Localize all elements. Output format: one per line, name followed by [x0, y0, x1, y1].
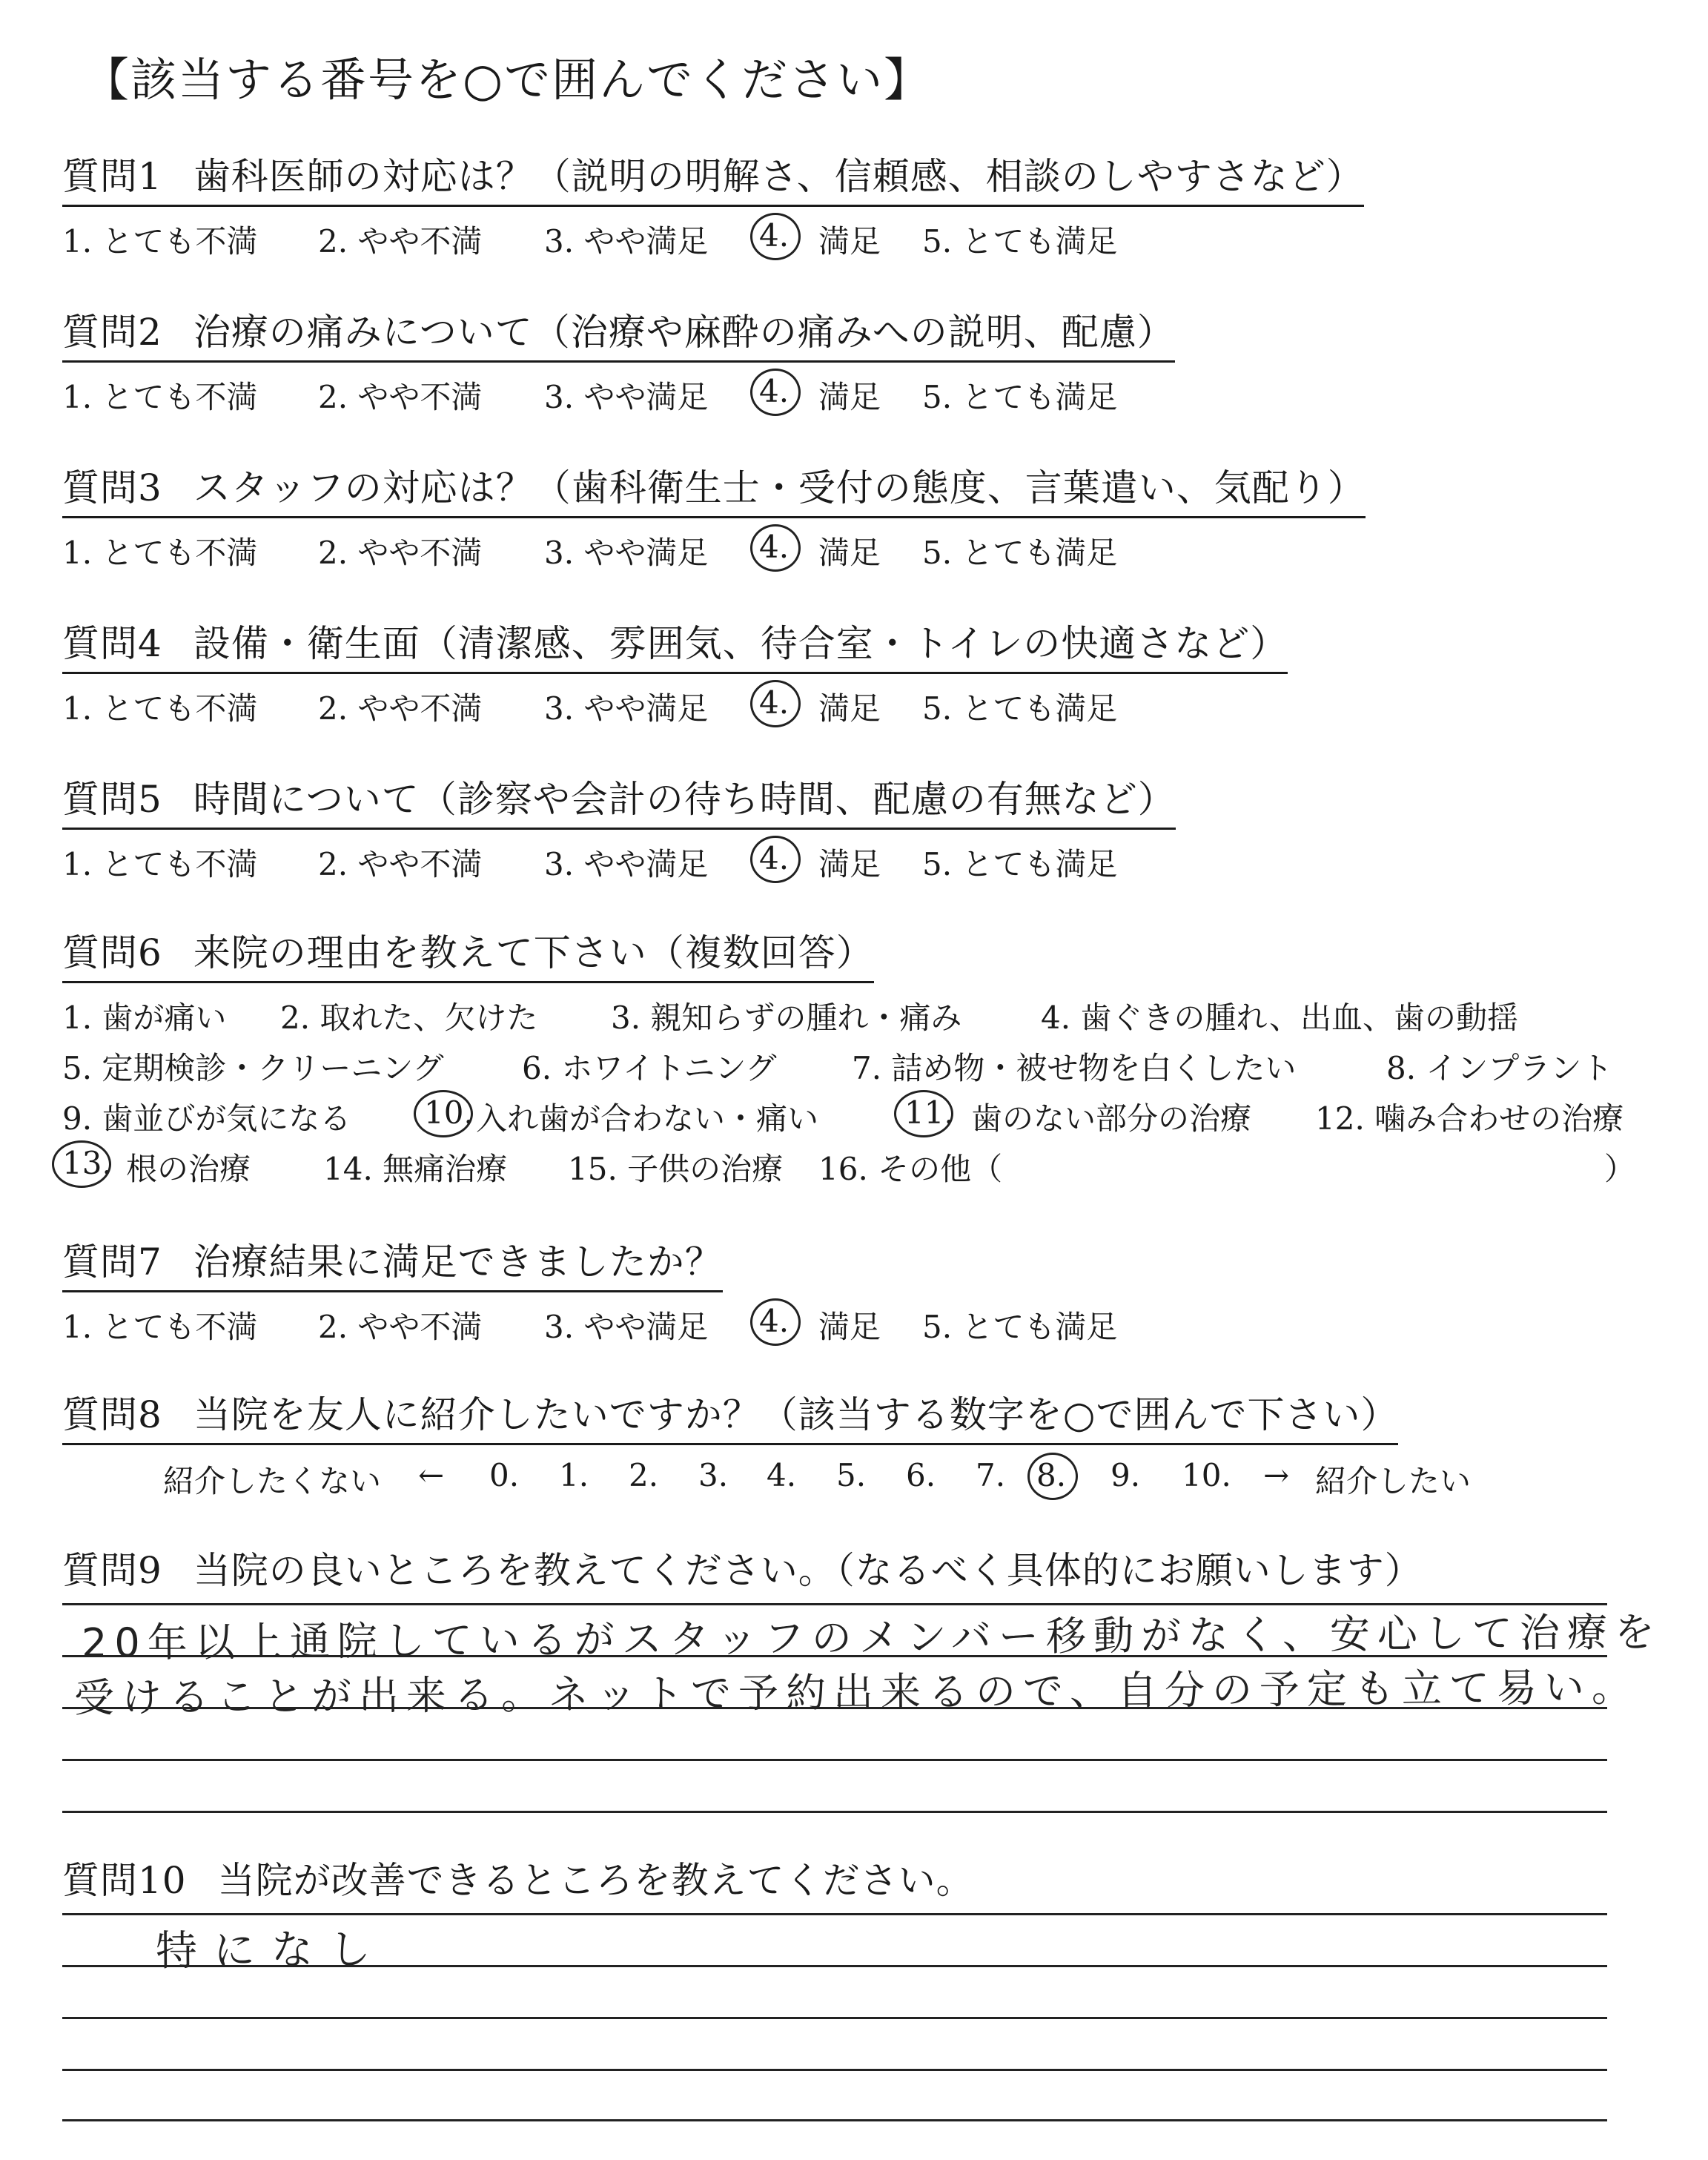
other-close-paren: ） — [1604, 1151, 1636, 1187]
option-1[interactable]: 1. とても不満 — [62, 223, 258, 260]
question-text: 治療の痛みについて（治療や麻酔の痛みへの説明、配慮） — [193, 311, 1175, 354]
question-number: 質問10 — [62, 1859, 187, 1902]
selection-circle — [750, 1298, 801, 1346]
question-text: 当院が改善できるところを教えてください。 — [217, 1859, 974, 1902]
reason-option-other[interactable]: 16. その他（ — [818, 1151, 1003, 1187]
question-3 — [62, 458, 1366, 576]
reason-option[interactable]: 15. 子供の治療 — [568, 1151, 784, 1187]
scale-0[interactable]: 0. — [489, 1457, 520, 1493]
scale-right-label: 紹介したい — [1315, 1463, 1472, 1499]
selection-circle — [750, 524, 801, 572]
option-4-label: 満足 — [818, 1309, 881, 1345]
question-number: 質問9 — [62, 1549, 162, 1592]
reason-option[interactable]: 14. 無痛治療 — [323, 1151, 508, 1187]
option-5[interactable]: 5. とても満足 — [922, 535, 1118, 571]
option-5[interactable]: 5. とても満足 — [922, 223, 1118, 260]
question-9 — [62, 1541, 1423, 1594]
question-2 — [62, 303, 1175, 420]
question-heading — [62, 303, 1175, 363]
page-title: 【該当する番号を○で囲んでください】 — [83, 53, 932, 107]
question-heading — [62, 1541, 1423, 1594]
question-text: 時間について（診察や会計の待ち時間、配慮の有無など） — [193, 778, 1176, 821]
scale-5[interactable]: 5. — [836, 1457, 867, 1493]
question-heading — [62, 1851, 974, 1904]
question-text: スタッフの対応は？（歯科衛生士・受付の態度、言葉遣い、気配り） — [193, 466, 1366, 509]
answer-line — [62, 2069, 1607, 2071]
recommend-scale — [62, 1453, 1472, 1505]
selection-circle — [1027, 1453, 1078, 1500]
q9-handwritten-line-2[interactable]: 受けることが出来る。ネットで予約出来るので、自分の予定も立て易い。 — [73, 1663, 1640, 1722]
option-2[interactable]: 2. やや不満 — [318, 379, 483, 415]
reason-option-label: 歯のない部分の治療 — [971, 1100, 1252, 1137]
scale-left-label: 紹介したくない — [163, 1463, 382, 1499]
option-5[interactable]: 5. とても満足 — [922, 846, 1118, 882]
question-text: 設備・衛生面（清潔感、雰囲気、待合室・トイレの快適さなど） — [193, 622, 1288, 665]
scale-9[interactable]: 9. — [1110, 1457, 1141, 1493]
option-3[interactable]: 3. やや満足 — [544, 223, 709, 260]
selection-circle — [750, 836, 801, 883]
reason-option[interactable]: 7. 詰め物・被せ物を白くしたい — [852, 1050, 1297, 1086]
option-4-selected[interactable]: 4. — [759, 217, 789, 254]
option-5[interactable]: 5. とても満足 — [922, 379, 1118, 415]
scale-1[interactable]: 1. — [559, 1457, 589, 1493]
reason-option[interactable]: 2. 取れた、欠けた — [280, 1000, 538, 1036]
question-number: 質問3 — [62, 466, 162, 509]
question-number: 質問4 — [62, 622, 162, 665]
option-5[interactable]: 5. とても満足 — [922, 690, 1118, 727]
reason-option-10-selected[interactable]: 10. — [424, 1094, 474, 1131]
rating-row — [62, 1298, 1118, 1350]
option-1[interactable]: 1. とても不満 — [62, 379, 258, 415]
question-heading — [62, 147, 1364, 207]
answer-line — [62, 1759, 1607, 1761]
reason-option-label: 根の治療 — [126, 1151, 251, 1187]
question-text: 当院の良いところを教えてください。（なるべく具体的にお願いします） — [193, 1549, 1423, 1592]
option-2[interactable]: 2. やや不満 — [318, 846, 483, 882]
scale-6[interactable]: 6. — [906, 1457, 936, 1493]
question-number: 質問5 — [62, 778, 162, 821]
option-4-label: 満足 — [818, 690, 881, 727]
scale-right-arrow: → — [1263, 1457, 1290, 1493]
reason-option[interactable]: 4. 歯ぐきの腫れ、出血、歯の動揺 — [1041, 1000, 1518, 1036]
q10-handwritten-answer[interactable]: 特になし — [155, 1925, 388, 1976]
question-8 — [62, 1385, 1472, 1505]
question-text: 来院の理由を教えて下さい（複数回答） — [193, 931, 874, 974]
question-heading — [62, 614, 1288, 674]
question-text: 治療結果に満足できましたか？ — [193, 1241, 723, 1284]
answer-line — [62, 2119, 1607, 2121]
option-5[interactable]: 5. とても満足 — [922, 1309, 1118, 1345]
answer-line — [62, 2017, 1607, 2019]
reason-row — [62, 1140, 1636, 1191]
reason-option-13-selected[interactable]: 13. — [62, 1145, 112, 1181]
question-text: 歯科医師の対応は？（説明の明解さ、信頼感、相談のしやすさなど） — [193, 155, 1364, 198]
option-3[interactable]: 3. やや満足 — [544, 535, 709, 571]
option-4-label: 満足 — [818, 223, 881, 260]
reason-row — [62, 989, 1518, 1040]
option-2[interactable]: 2. やや不満 — [318, 1309, 483, 1345]
selection-circle — [750, 680, 801, 727]
reason-option[interactable]: 5. 定期検診・クリーニング — [62, 1050, 444, 1086]
option-4-selected[interactable]: 4. — [759, 529, 789, 565]
reason-option[interactable]: 9. 歯並びが気になる — [62, 1100, 351, 1137]
option-4-selected[interactable]: 4. — [759, 840, 789, 876]
reason-option[interactable]: 3. 親知らずの腫れ・痛み — [611, 1000, 962, 1036]
option-1[interactable]: 1. とても不満 — [62, 535, 258, 571]
option-1[interactable]: 1. とても不満 — [62, 1309, 258, 1345]
option-4-label: 満足 — [818, 379, 881, 415]
scale-4[interactable]: 4. — [767, 1457, 797, 1493]
option-2[interactable]: 2. やや不満 — [318, 223, 483, 260]
question-7 — [62, 1232, 1118, 1350]
reason-option[interactable]: 1. 歯が痛い — [62, 1000, 227, 1036]
answer-line — [62, 1811, 1607, 1813]
reason-option-11-selected[interactable]: 11. — [904, 1094, 954, 1131]
scale-3[interactable]: 3. — [698, 1457, 729, 1493]
rating-row — [62, 369, 1175, 420]
question-heading — [62, 458, 1366, 518]
selection-circle — [414, 1090, 473, 1137]
option-3[interactable]: 3. やや満足 — [544, 379, 709, 415]
answer-line — [62, 1913, 1607, 1915]
reason-row — [62, 1090, 1624, 1140]
question-heading — [62, 1232, 723, 1292]
question-heading — [62, 770, 1176, 830]
option-4-label: 満足 — [818, 846, 881, 882]
question-number: 質問1 — [62, 155, 162, 198]
option-3[interactable]: 3. やや満足 — [544, 846, 709, 882]
scale-2[interactable]: 2. — [629, 1457, 659, 1493]
question-heading — [62, 923, 874, 983]
selection-circle — [750, 369, 801, 416]
option-2[interactable]: 2. やや不満 — [318, 690, 483, 727]
scale-left-arrow: ← — [418, 1457, 445, 1493]
reason-option[interactable]: 8. インプラント — [1386, 1050, 1613, 1086]
question-10 — [62, 1851, 974, 1904]
option-4-selected[interactable]: 4. — [759, 373, 789, 409]
q9-handwritten-line-1[interactable]: 20年以上通院しているがスタッフのメンバー移動がなく、安心して治療を — [81, 1608, 1663, 1667]
question-number: 質問7 — [62, 1241, 162, 1284]
question-text: 当院を友人に紹介したいですか？（該当する数字を○で囲んで下さい） — [193, 1393, 1399, 1436]
option-1[interactable]: 1. とても不満 — [62, 690, 258, 727]
reason-option[interactable]: 6. ホワイトニング — [522, 1050, 777, 1086]
selection-circle — [52, 1140, 111, 1188]
option-3[interactable]: 3. やや満足 — [544, 1309, 709, 1345]
question-1 — [62, 147, 1364, 265]
rating-row — [62, 836, 1176, 888]
option-4-selected[interactable]: 4. — [759, 1303, 789, 1339]
question-number: 質問6 — [62, 931, 162, 974]
scale-10[interactable]: 10. — [1182, 1457, 1231, 1493]
rating-row — [62, 524, 1366, 576]
rating-row — [62, 680, 1288, 732]
option-1[interactable]: 1. とても不満 — [62, 846, 258, 882]
question-6 — [62, 923, 1636, 1191]
question-number: 質問8 — [62, 1393, 162, 1436]
selection-circle — [894, 1090, 953, 1137]
question-number: 質問2 — [62, 311, 162, 354]
scale-7[interactable]: 7. — [976, 1457, 1006, 1493]
question-4 — [62, 614, 1288, 732]
rating-row — [62, 213, 1364, 265]
reason-option[interactable]: 12. 噛み合わせの治療 — [1315, 1100, 1624, 1137]
selection-circle — [750, 213, 801, 260]
question-heading — [62, 1385, 1398, 1445]
scale-8-selected[interactable]: 8. — [1036, 1457, 1066, 1493]
reason-option-label: 入れ歯が合わない・痛い — [476, 1100, 819, 1137]
option-3[interactable]: 3. やや満足 — [544, 690, 709, 727]
question-5 — [62, 770, 1176, 888]
reason-row — [62, 1040, 1613, 1090]
option-2[interactable]: 2. やや不満 — [318, 535, 483, 571]
option-4-label: 満足 — [818, 535, 881, 571]
option-4-selected[interactable]: 4. — [759, 684, 789, 721]
